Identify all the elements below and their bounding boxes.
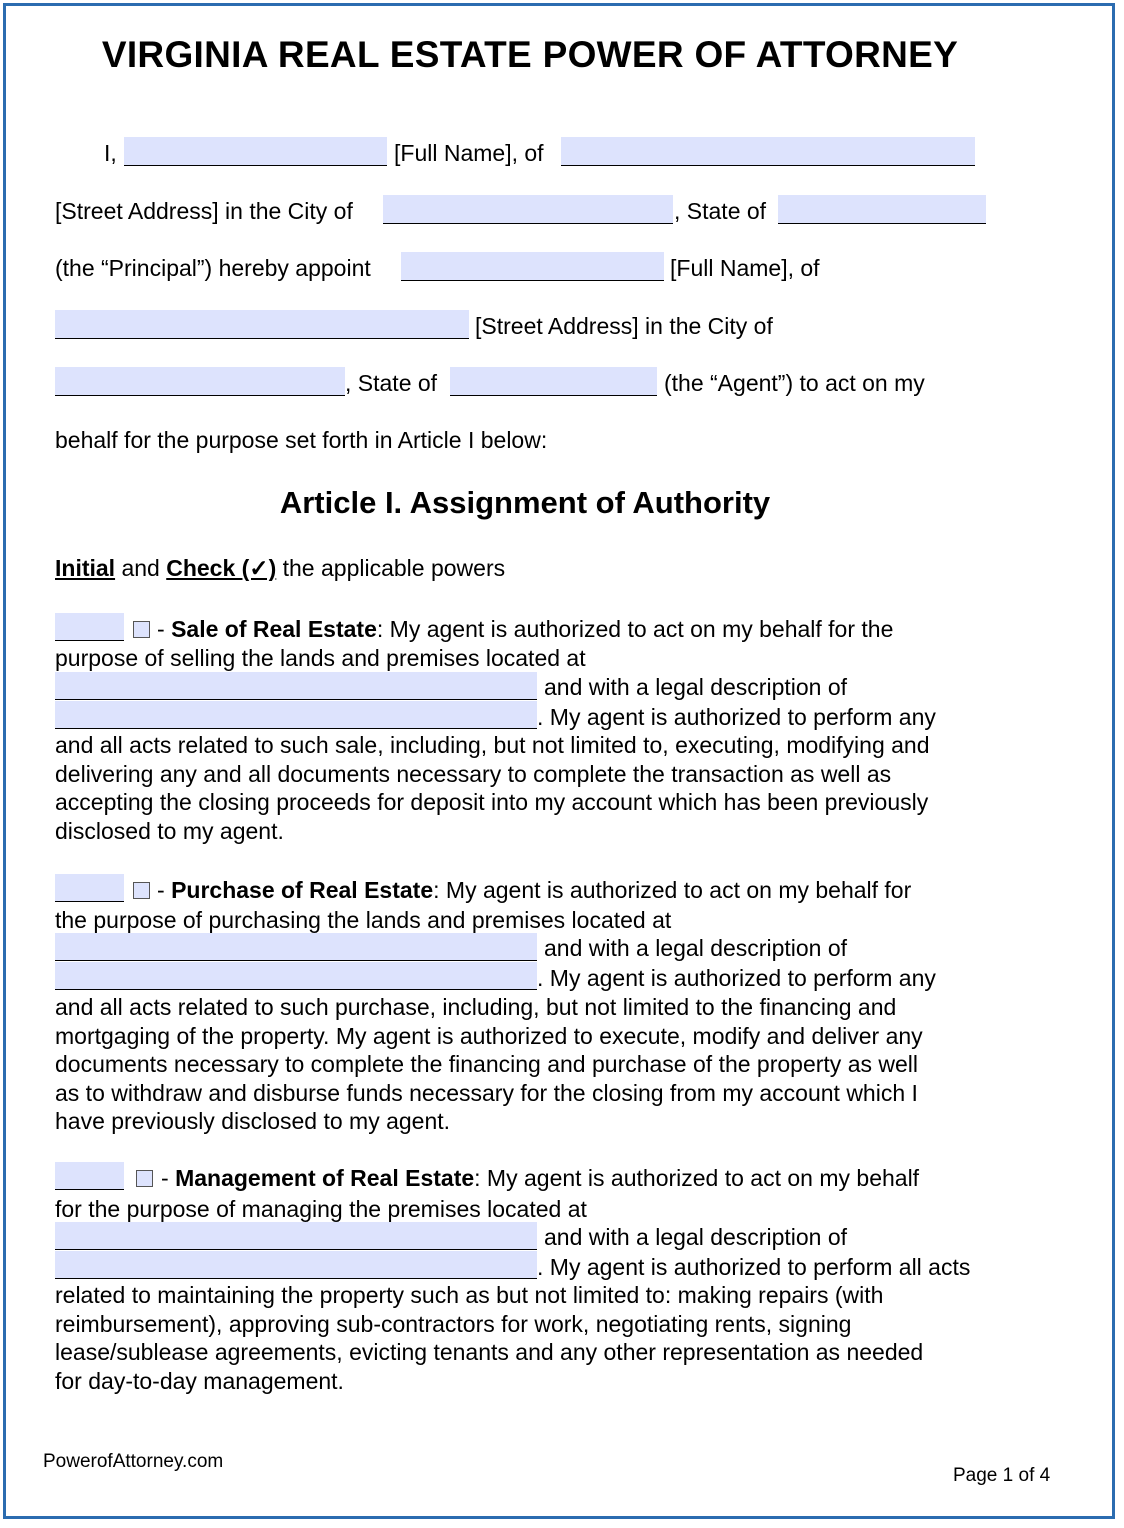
purchase-body — [55, 993, 1015, 1136]
management-dash: - — [161, 1165, 169, 1191]
agent-name-field[interactable] — [401, 252, 664, 281]
management-address-field[interactable] — [55, 1222, 537, 1250]
purchase-body-line: have previously disclosed to my agent. — [55, 1108, 451, 1135]
principal-name-field[interactable] — [124, 137, 387, 166]
state-label-1: , State of — [674, 198, 767, 224]
sale-title: Sale of Real Estate — [171, 616, 377, 642]
management-legal-desc-field[interactable] — [55, 1251, 537, 1279]
instruction-check: Check (✓) — [166, 555, 277, 581]
management-line1: : My agent is authorized to act on my behalf — [474, 1165, 920, 1191]
management-auth: . My agent is authorized to perform all acts — [537, 1254, 971, 1280]
sale-body-line: accepting the closing proceeds for deposit into my account which has been previously — [55, 789, 929, 816]
purchase-dash: - — [157, 877, 165, 903]
instruction-and: and — [121, 555, 160, 581]
agent-street-field[interactable] — [55, 310, 469, 339]
principal-state-field[interactable] — [778, 195, 986, 224]
sale-auth: . My agent is authorized to perform any — [537, 704, 936, 730]
sale-checkbox[interactable] — [133, 621, 150, 638]
purchase-line1: : My agent is authorized to act on my behalf for — [433, 877, 912, 903]
purchase-checkbox[interactable] — [133, 882, 150, 899]
purchase-line2: the purpose of purchasing the lands and premises located at — [55, 907, 672, 933]
sale-body-line: disclosed to my agent. — [55, 817, 284, 844]
management-body-line: for day-to-day management. — [55, 1367, 344, 1394]
footer-site: PowerofAttorney.com — [43, 1451, 224, 1472]
management-body-line: reimbursement), approving sub-contractors for work, negotiating rents, signing — [55, 1310, 852, 1337]
sale-dash: - — [157, 616, 165, 642]
sale-address-field[interactable] — [55, 672, 537, 700]
principal-city-field[interactable] — [383, 195, 673, 224]
purchase-address-field[interactable] — [55, 933, 537, 961]
instruction-initial: Initial — [55, 555, 116, 581]
management-body — [55, 1281, 1015, 1395]
management-body-line: lease/sublease agreements, evicting tenants and any other representation as needed — [55, 1339, 924, 1366]
purchase-body-line: documents necessary to complete the financing and purchase of the property as well — [55, 1051, 918, 1078]
street-label-2: [Street Address] in the City of — [475, 313, 773, 339]
sale-line1: : My agent is authorized to act on my behalf for the — [376, 616, 894, 642]
behalf-text: behalf for the purpose set forth in Article I below: — [55, 427, 548, 453]
purchase-heading-line — [157, 876, 911, 904]
agent-state-field[interactable] — [450, 367, 657, 396]
management-checkbox[interactable] — [136, 1170, 153, 1187]
sale-body-line: delivering any and all documents necessary to complete the transaction as well as — [55, 760, 892, 787]
agent-city-field[interactable] — [55, 367, 345, 396]
purchase-body-line: and all acts related to such purchase, including, but not limited to the financing and — [55, 994, 897, 1020]
purchase-body-line: as to withdraw and disburse funds necessary for the closing from my account which I — [55, 1079, 918, 1106]
purchase-legal-desc-field[interactable] — [55, 962, 537, 990]
management-line2: for the purpose of managing the premises located at — [55, 1196, 587, 1222]
page-number: Page 1 of 4 — [953, 1465, 1051, 1486]
purchase-legal-desc-label: and with a legal description of — [544, 935, 848, 961]
document-title: VIRGINIA REAL ESTATE POWER OF ATTORNEY — [101, 34, 959, 75]
purchase-auth: . My agent is authorized to perform any — [537, 965, 936, 991]
instruction-line — [55, 554, 505, 582]
sale-legal-desc-label: and with a legal description of — [544, 674, 848, 700]
sale-legal-desc-field[interactable] — [55, 701, 537, 729]
purchase-initials-field[interactable] — [55, 874, 124, 902]
full-name-label-1: [Full Name], of — [394, 140, 544, 166]
principal-label: (the “Principal”) hereby appoint — [55, 255, 371, 281]
sale-line2: purpose of selling the lands and premises located at — [55, 645, 586, 671]
management-title: Management of Real Estate — [175, 1165, 475, 1191]
management-body-line: related to maintaining the property such as but not limited to: making repairs (with — [55, 1282, 884, 1308]
sale-body — [55, 731, 1015, 845]
street-label-1: [Street Address] in the City of — [55, 198, 353, 224]
instruction-rest: the applicable powers — [282, 555, 506, 581]
full-name-label-2: [Full Name], of — [670, 255, 820, 281]
management-heading-line — [161, 1164, 919, 1192]
purchase-title: Purchase of Real Estate — [171, 877, 434, 903]
article-heading: Article I. Assignment of Authority — [279, 485, 771, 520]
sale-initials-field[interactable] — [55, 613, 124, 641]
purchase-body-line: mortgaging of the property. My agent is authorized to execute, modify and deliver any — [55, 1022, 923, 1049]
management-legal-desc-label: and with a legal description of — [544, 1224, 848, 1250]
state-label-2: , State of — [345, 370, 438, 396]
agent-label: (the “Agent”) to act on my — [664, 370, 925, 396]
sale-heading-line — [157, 615, 893, 643]
sale-body-line: and all acts related to such sale, including, but not limited to, executing, modifying and — [55, 732, 930, 758]
principal-street-field[interactable] — [561, 137, 975, 166]
intro-i: I, — [104, 140, 117, 166]
management-initials-field[interactable] — [55, 1162, 124, 1190]
